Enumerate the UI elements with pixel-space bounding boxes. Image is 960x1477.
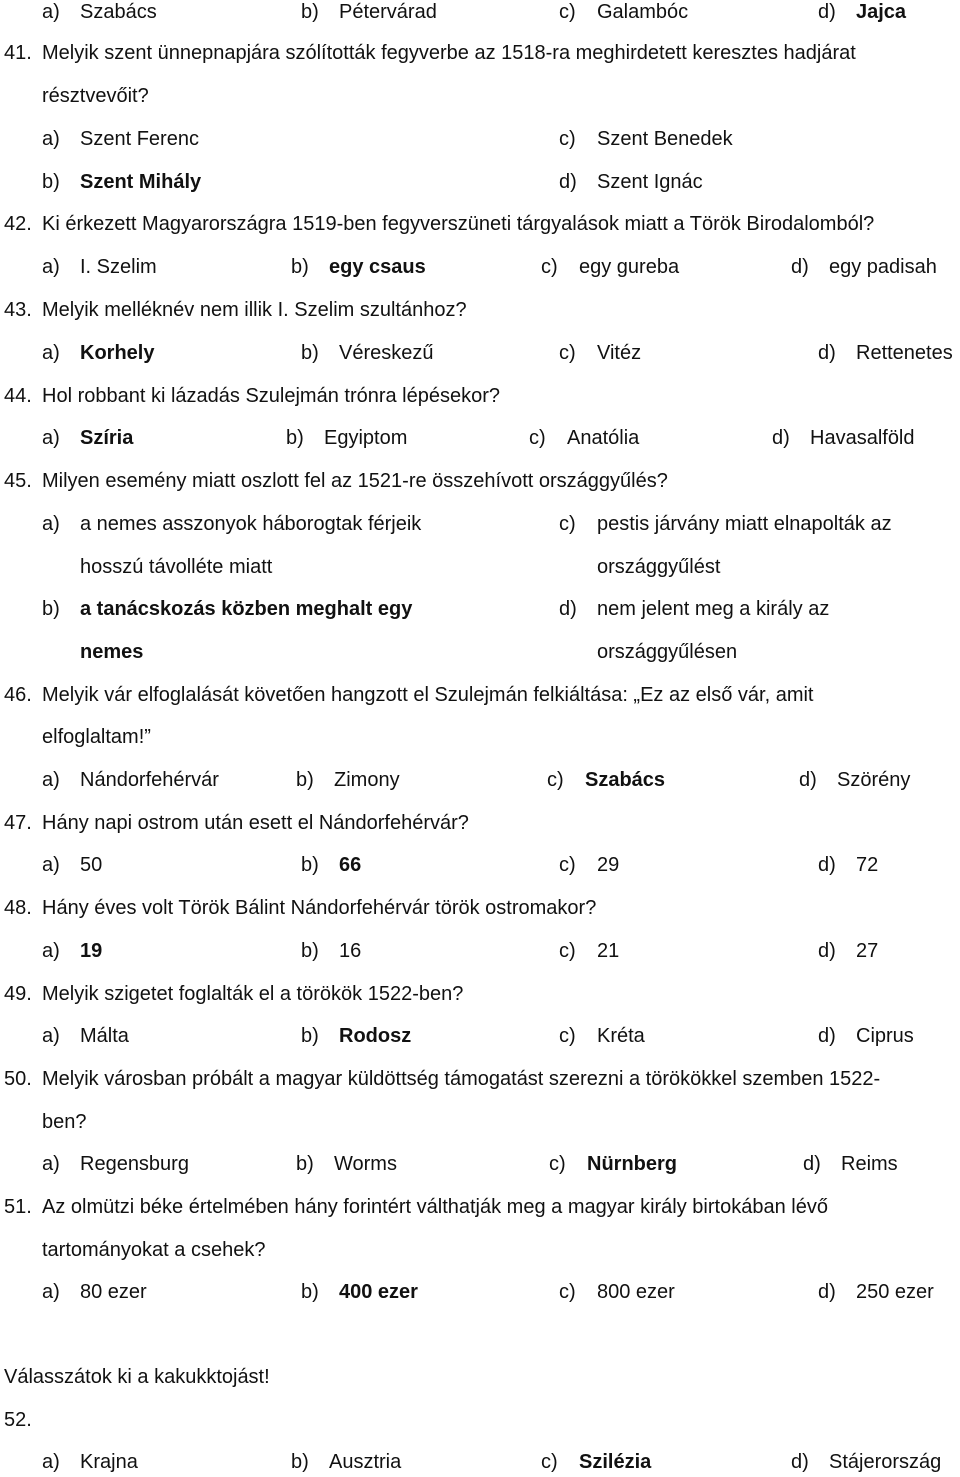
section-title: Válasszátok ki a kakukktojást! <box>4 1366 270 1388</box>
option-c: c) pestis járvány miatt elnapolták az <box>559 513 892 535</box>
option-d: d) Havasalföld <box>772 427 915 449</box>
option-d: d) Ciprus <box>818 1025 914 1047</box>
option-c: c) Galambóc <box>559 1 689 23</box>
question-text: Hol robbant ki lázadás Szulejmán trónra lépésekor? <box>42 385 501 407</box>
option-c-cont: országgyűlést <box>597 556 721 578</box>
option-a: a) Málta <box>42 1025 129 1047</box>
option-d: d) Szent Ignác <box>559 171 703 193</box>
option-a: a) I. Szelim <box>42 256 157 278</box>
option-b: b) Zimony <box>296 769 400 791</box>
option-c: c) Szilézia <box>541 1451 652 1473</box>
option-d: d) egy padisah <box>791 256 937 278</box>
question-text: Ki érkezett Magyarországra 1519-ben fegyverszüneti tárgyalások miatt a Török Birodalomból? <box>42 213 875 235</box>
question-number: 41. <box>4 42 32 64</box>
option-a: a) Nándorfehérvár <box>42 769 219 791</box>
option-d: d) 72 <box>818 854 879 876</box>
question-number: 42. <box>4 213 32 235</box>
question-text: Hány napi ostrom után esett el Nándorfehérvár? <box>42 812 469 834</box>
question-number: 48. <box>4 897 32 919</box>
option-b: b) a tanácskozás közben meghalt egy <box>42 598 413 620</box>
question-text: Melyik vár elfoglalását követően hangzott el Szulejmán felkiáltása: „Ez az első vár, amit <box>42 684 814 706</box>
option-a: a) Szabács <box>42 1 157 23</box>
option-b: b) Szent Mihály <box>42 171 202 193</box>
question-text: tartományokat a csehek? <box>42 1239 266 1261</box>
option-b: b) Pétervárad <box>301 1 437 23</box>
question-text: Melyik melléknév nem illik I. Szelim szultánhoz? <box>42 299 467 321</box>
option-d: d) Szörény <box>799 769 911 791</box>
option-a: a) 19 <box>42 940 103 962</box>
option-b-cont: nemes <box>80 641 144 663</box>
question-number: 51. <box>4 1196 32 1218</box>
option-d: d) nem jelent meg a király az <box>559 598 830 620</box>
option-b: b) 400 ezer <box>301 1281 418 1303</box>
option-b: b) Worms <box>296 1153 397 1175</box>
question-text: Milyen esemény miatt oszlott fel az 1521-re összehívott országgyűlés? <box>42 470 668 492</box>
option-d: d) Rettenetes <box>818 342 953 364</box>
option-d: d) 250 ezer <box>818 1281 934 1303</box>
question-text: résztvevőit? <box>42 85 149 107</box>
question-number: 44. <box>4 385 32 407</box>
option-d-cont: országgyűlésen <box>597 641 738 663</box>
option-a-cont: hosszú távolléte miatt <box>80 556 273 578</box>
question-text: Melyik szigetet foglalták el a törökök 1522-ben? <box>42 983 464 1005</box>
question-text: Az olmützi béke értelmében hány forintért válthatják meg a magyar király birtokában lévő <box>42 1196 828 1218</box>
option-a: a) Szent Ferenc <box>42 128 199 150</box>
question-number: 45. <box>4 470 32 492</box>
question-text: Hány éves volt Török Bálint Nándorfehérvár török ostromakor? <box>42 897 597 919</box>
option-a: a) Szíria <box>42 427 134 449</box>
question-text: Melyik szent ünnepnapjára szólították fegyverbe az 1518-ra meghirdetett keresztes hadjárat <box>42 42 856 64</box>
option-a: a) Krajna <box>42 1451 138 1473</box>
option-c: c) 29 <box>559 854 620 876</box>
option-a: a) 80 ezer <box>42 1281 147 1303</box>
question-number: 46. <box>4 684 32 706</box>
question-text: Melyik városban próbált a magyar küldöttség támogatást szerezni a törökökkel szemben 1522- <box>42 1068 881 1090</box>
option-c: c) Vitéz <box>559 342 642 364</box>
option-c: c) Kréta <box>559 1025 645 1047</box>
option-c: c) egy gureba <box>541 256 680 278</box>
option-c: c) 21 <box>559 940 620 962</box>
question-text: ben? <box>42 1111 87 1133</box>
option-a: a) a nemes asszonyok háborogtak férjeik <box>42 513 422 535</box>
option-a: a) Regensburg <box>42 1153 189 1175</box>
option-c: c) 800 ezer <box>559 1281 675 1303</box>
option-a: a) 50 <box>42 854 103 876</box>
option-b: b) 16 <box>301 940 362 962</box>
question-number: 49. <box>4 983 32 1005</box>
option-b: b) Véreskezű <box>301 342 434 364</box>
question-number: 43. <box>4 299 32 321</box>
question-number: 50. <box>4 1068 32 1090</box>
option-d: d) Reims <box>803 1153 898 1175</box>
option-b: b) Egyiptom <box>286 427 408 449</box>
option-b: b) Ausztria <box>291 1451 402 1473</box>
option-a: a) Korhely <box>42 342 155 364</box>
option-c: c) Nürnberg <box>549 1153 677 1175</box>
option-b: b) 66 <box>301 854 362 876</box>
option-b: b) egy csaus <box>291 256 426 278</box>
question-text: elfoglaltam!” <box>42 726 151 748</box>
option-d: d) 27 <box>818 940 879 962</box>
option-c: c) Szent Benedek <box>559 128 733 150</box>
question-number: 47. <box>4 812 32 834</box>
option-c: c) Anatólia <box>529 427 640 449</box>
option-b: b) Rodosz <box>301 1025 412 1047</box>
option-d: d) Jajca <box>818 1 907 23</box>
option-d: d) Stájerország <box>791 1451 942 1473</box>
question-number: 52. <box>4 1409 32 1431</box>
option-c: c) Szabács <box>547 769 666 791</box>
